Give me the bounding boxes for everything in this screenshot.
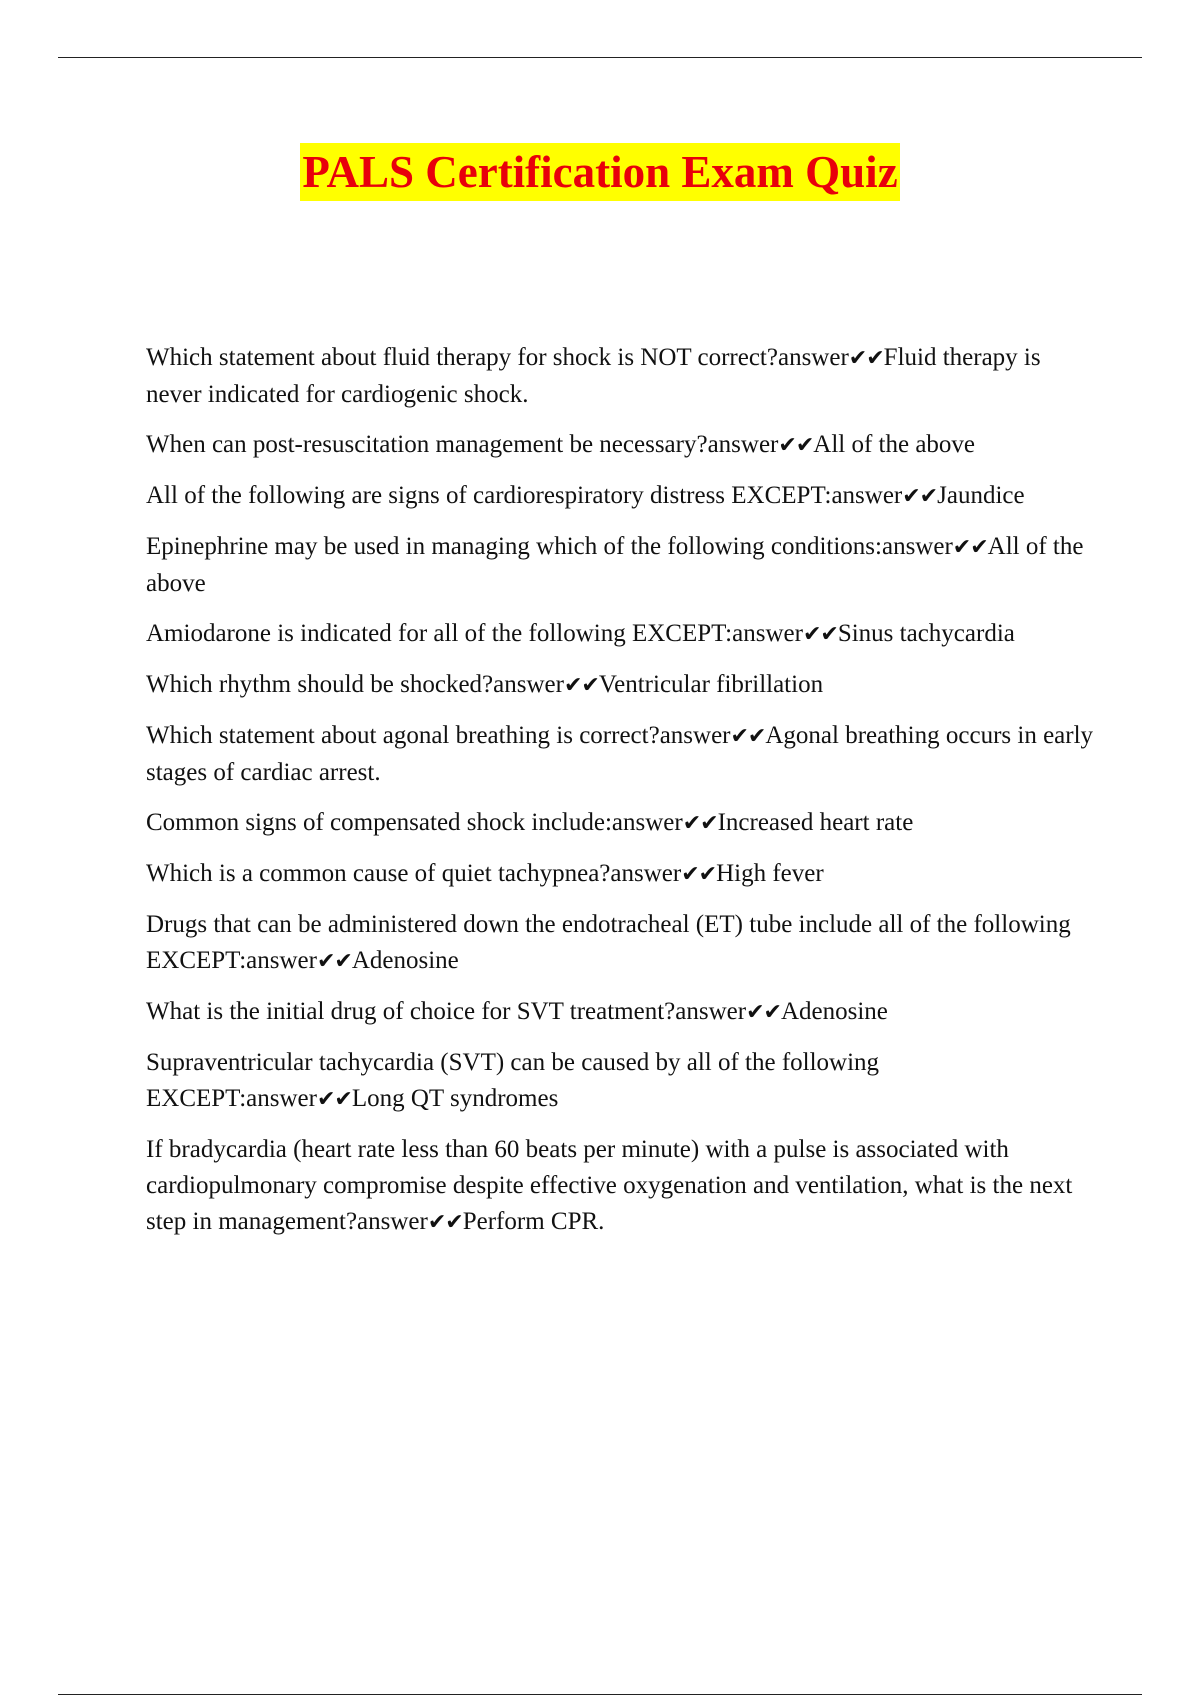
qa-item-6 <box>146 667 1096 704</box>
double-check-icon: ✔✔ <box>902 484 938 509</box>
answer-separator: answer <box>675 998 747 1025</box>
answer-text: Perform CPR. <box>462 1208 605 1235</box>
qa-item-7 <box>146 718 1096 791</box>
qa-item-9 <box>146 856 1096 893</box>
answer-separator: answer <box>777 344 849 371</box>
answer-text: All of the above <box>146 533 1084 597</box>
qa-item-1 <box>146 340 1096 413</box>
qa-item-11 <box>146 994 1096 1031</box>
double-check-icon: ✔✔ <box>681 862 717 887</box>
answer-text: Sinus tachycardia <box>837 620 1015 647</box>
double-check-icon: ✔✔ <box>730 724 766 749</box>
question-text: Which rhythm should be shocked? <box>146 671 494 698</box>
qa-item-10 <box>146 907 1096 980</box>
question-text: When can post-resuscitation management be necessary? <box>146 431 708 458</box>
answer-separator: answer <box>881 533 953 560</box>
double-check-icon: ✔✔ <box>563 673 599 698</box>
answer-separator: answer <box>357 1208 428 1235</box>
answer-separator: answer <box>611 809 683 836</box>
question-text: Which statement about fluid therapy for shock is NOT correct? <box>146 344 778 371</box>
answer-text: Long QT syndromes <box>351 1085 559 1112</box>
answer-text: Fluid therapy is never indicated for cardiogenic shock. <box>146 344 1041 408</box>
question-text: Which statement about agonal breathing is correct? <box>146 722 660 749</box>
double-check-icon: ✔✔ <box>427 1210 463 1235</box>
answer-text: Jaundice <box>937 482 1025 509</box>
answer-separator: answer <box>610 860 682 887</box>
question-text: If bradycardia (heart rate less than 60 beats per minute) with a pulse is associated with cardiopulmonary compromise despite effective oxygenation and ventilation, what is the next step in management? <box>146 1136 1073 1235</box>
answer-separator: answer <box>246 1085 317 1112</box>
double-check-icon: ✔✔ <box>848 346 884 371</box>
double-check-icon: ✔✔ <box>802 622 838 647</box>
double-check-icon: ✔✔ <box>682 811 718 836</box>
answer-separator: answer <box>659 722 731 749</box>
document-title: PALS Certification Exam Quiz <box>300 143 899 201</box>
answer-separator: answer <box>707 431 779 458</box>
answer-separator: answer <box>246 947 317 974</box>
answer-separator: answer <box>831 482 903 509</box>
question-text: Supraventricular tachycardia (SVT) can be caused by all of the following EXCEPT: <box>146 1049 880 1112</box>
qa-item-4 <box>146 529 1096 602</box>
answer-text: Increased heart rate <box>717 809 914 836</box>
footer-rule <box>58 1694 1142 1695</box>
double-check-icon: ✔✔ <box>778 433 814 458</box>
qa-item-12 <box>146 1045 1096 1118</box>
question-text: Which is a common cause of quiet tachypnea? <box>146 860 611 887</box>
answer-text: All of the above <box>813 431 976 458</box>
qa-item-3 <box>146 478 1096 515</box>
qa-item-13 <box>146 1132 1096 1241</box>
double-check-icon: ✔✔ <box>316 1087 352 1112</box>
double-check-icon: ✔✔ <box>746 1000 781 1025</box>
question-text: What is the initial drug of choice for SVT treatment? <box>146 998 676 1025</box>
question-text: Amiodarone is indicated for all of the following EXCEPT: <box>146 620 733 647</box>
qa-item-8 <box>146 805 1096 842</box>
answer-text: High fever <box>716 860 824 887</box>
answer-text: Adenosine <box>351 947 459 974</box>
answer-separator: answer <box>732 620 803 647</box>
qa-list <box>146 340 1096 1255</box>
double-check-icon: ✔✔ <box>316 949 352 974</box>
question-text: Epinephrine may be used in managing which of the following conditions: <box>146 533 882 560</box>
title-area <box>0 143 1200 201</box>
answer-text: Adenosine <box>780 998 888 1025</box>
qa-item-5 <box>146 616 1096 653</box>
qa-item-2 <box>146 427 1096 464</box>
answer-text: Ventricular fibrillation <box>598 671 824 698</box>
answer-text: Agonal breathing occurs in early stages of cardiac arrest. <box>146 722 1094 786</box>
answer-separator: answer <box>493 671 564 698</box>
question-text: Drugs that can be administered down the endotracheal (ET) tube include all of the following EXCEPT: <box>146 911 1071 974</box>
header-rule <box>58 57 1142 58</box>
double-check-icon: ✔✔ <box>952 535 988 560</box>
question-text: Common signs of compensated shock include: <box>146 809 612 836</box>
question-text: All of the following are signs of cardiorespiratory distress EXCEPT: <box>146 482 832 509</box>
